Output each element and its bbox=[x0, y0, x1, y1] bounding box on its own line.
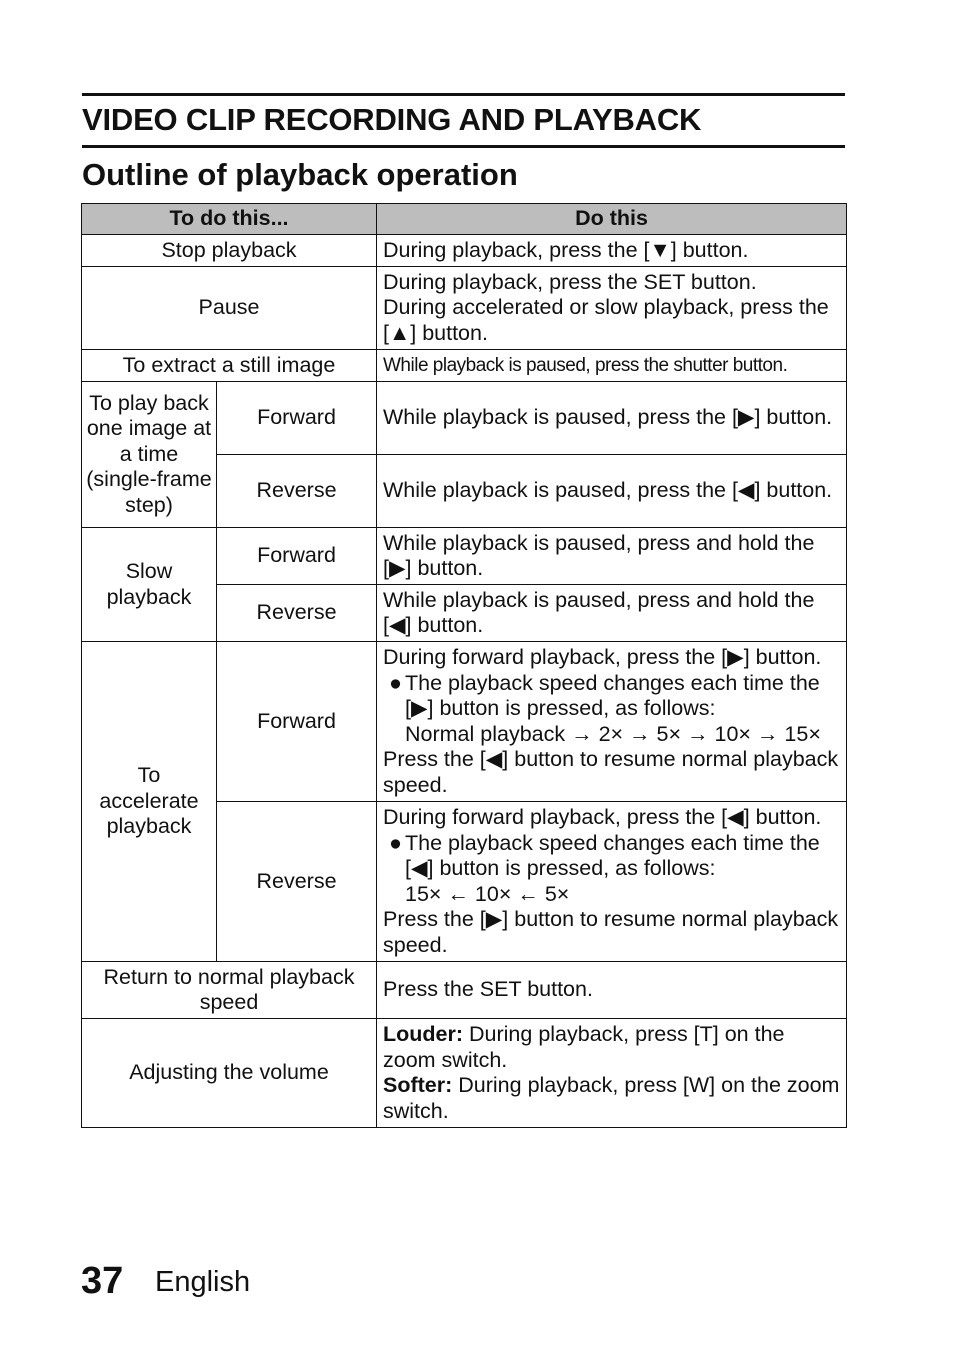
table-row bbox=[82, 962, 847, 1019]
frame-step-forward-action: While playback is paused, press the [▶] button. bbox=[377, 382, 847, 455]
playback-operations-table bbox=[81, 203, 847, 1128]
row-label-accelerate: To accelerate playback bbox=[82, 642, 217, 962]
row-action-extract bbox=[377, 350, 847, 382]
accelerate-forward-action bbox=[377, 642, 847, 802]
col-header-to-do: To do this... bbox=[82, 204, 377, 235]
frame-step-forward-label: Forward bbox=[217, 382, 377, 455]
table-row bbox=[82, 1019, 847, 1128]
row-label-stop: Stop playback bbox=[82, 235, 377, 267]
accel-forward-sequence: Normal playback → 2× → 5× → 10× → 15× bbox=[405, 721, 821, 746]
slow-forward-action: While playback is paused, press and hold the [▶] button. bbox=[377, 528, 847, 585]
row-action-pause bbox=[377, 267, 847, 350]
frame-step-reverse-label: Reverse bbox=[217, 455, 377, 528]
volume-softer-text: During playback, press [W] on the zoom switch. bbox=[383, 1073, 840, 1123]
slow-reverse-action: While playback is paused, press and hold the [◀] button. bbox=[377, 585, 847, 642]
accel-forward-bullet-text: The playback speed changes each time the [▶] button is pressed, as follows: bbox=[405, 670, 820, 720]
language-label: English bbox=[155, 1266, 251, 1298]
accel-forward-bullet bbox=[383, 671, 840, 722]
slow-forward-label: Forward bbox=[217, 528, 377, 585]
top-rule bbox=[82, 93, 845, 96]
frame-step-reverse-action: While playback is paused, press the [◀] button. bbox=[377, 455, 847, 528]
title-rule bbox=[82, 145, 845, 148]
table-row bbox=[82, 382, 847, 455]
pause-action-line2: During accelerated or slow playback, press the [▲] button. bbox=[383, 295, 829, 345]
bullet-icon: ● bbox=[389, 830, 402, 855]
volume-louder-label: Louder: bbox=[383, 1022, 464, 1046]
row-label-normal-speed: Return to normal playback speed bbox=[82, 962, 377, 1019]
table-row bbox=[82, 350, 847, 382]
pause-action-line1: During playback, press the SET button. bbox=[383, 269, 757, 294]
table-header-row bbox=[82, 204, 847, 235]
row-action-stop: During playback, press the [▼] button. bbox=[377, 235, 847, 267]
table-row bbox=[82, 528, 847, 585]
accel-reverse-bullet bbox=[383, 831, 840, 882]
table-row bbox=[82, 235, 847, 267]
col-header-do-this: Do this bbox=[377, 204, 847, 235]
accelerate-reverse-action bbox=[377, 802, 847, 962]
row-label-pause: Pause bbox=[82, 267, 377, 350]
slow-reverse-label: Reverse bbox=[217, 585, 377, 642]
table-row bbox=[82, 642, 847, 802]
accelerate-forward-label: Forward bbox=[217, 642, 377, 802]
page-number: 37 bbox=[81, 1260, 124, 1302]
table-row bbox=[82, 267, 847, 350]
row-action-volume bbox=[377, 1019, 847, 1128]
accel-reverse-bullet-text: The playback speed changes each time the [◀] button is pressed, as follows: bbox=[405, 830, 820, 880]
extract-action-text: While playback is paused, press the shutter button. bbox=[383, 355, 788, 377]
row-label-extract: To extract a still image bbox=[82, 350, 377, 382]
accelerate-reverse-label: Reverse bbox=[217, 802, 377, 962]
accel-forward-line1: During forward playback, press the [▶] button. bbox=[383, 645, 822, 669]
page-subtitle: Outline of playback operation bbox=[82, 157, 518, 192]
accel-reverse-line1: During forward playback, press the [◀] button. bbox=[383, 805, 822, 829]
row-label-frame-step: To play back one image at a time (single-frame step) bbox=[82, 382, 217, 528]
accel-forward-resume: Press the [◀] button to resume normal playback speed. bbox=[383, 747, 839, 797]
volume-softer-label: Softer: bbox=[383, 1073, 453, 1097]
accel-reverse-sequence: 15× ← 10× ← 5× bbox=[405, 881, 570, 906]
bullet-icon: ● bbox=[389, 670, 402, 695]
row-action-normal-speed: Press the SET button. bbox=[377, 962, 847, 1019]
volume-louder-text: During playback, press [T] on the zoom switch. bbox=[383, 1022, 785, 1072]
accel-reverse-resume: Press the [▶] button to resume normal playback speed. bbox=[383, 907, 839, 957]
row-label-slow: Slow playback bbox=[82, 528, 217, 642]
section-title: VIDEO CLIP RECORDING AND PLAYBACK bbox=[82, 102, 702, 137]
row-label-volume: Adjusting the volume bbox=[82, 1019, 377, 1128]
